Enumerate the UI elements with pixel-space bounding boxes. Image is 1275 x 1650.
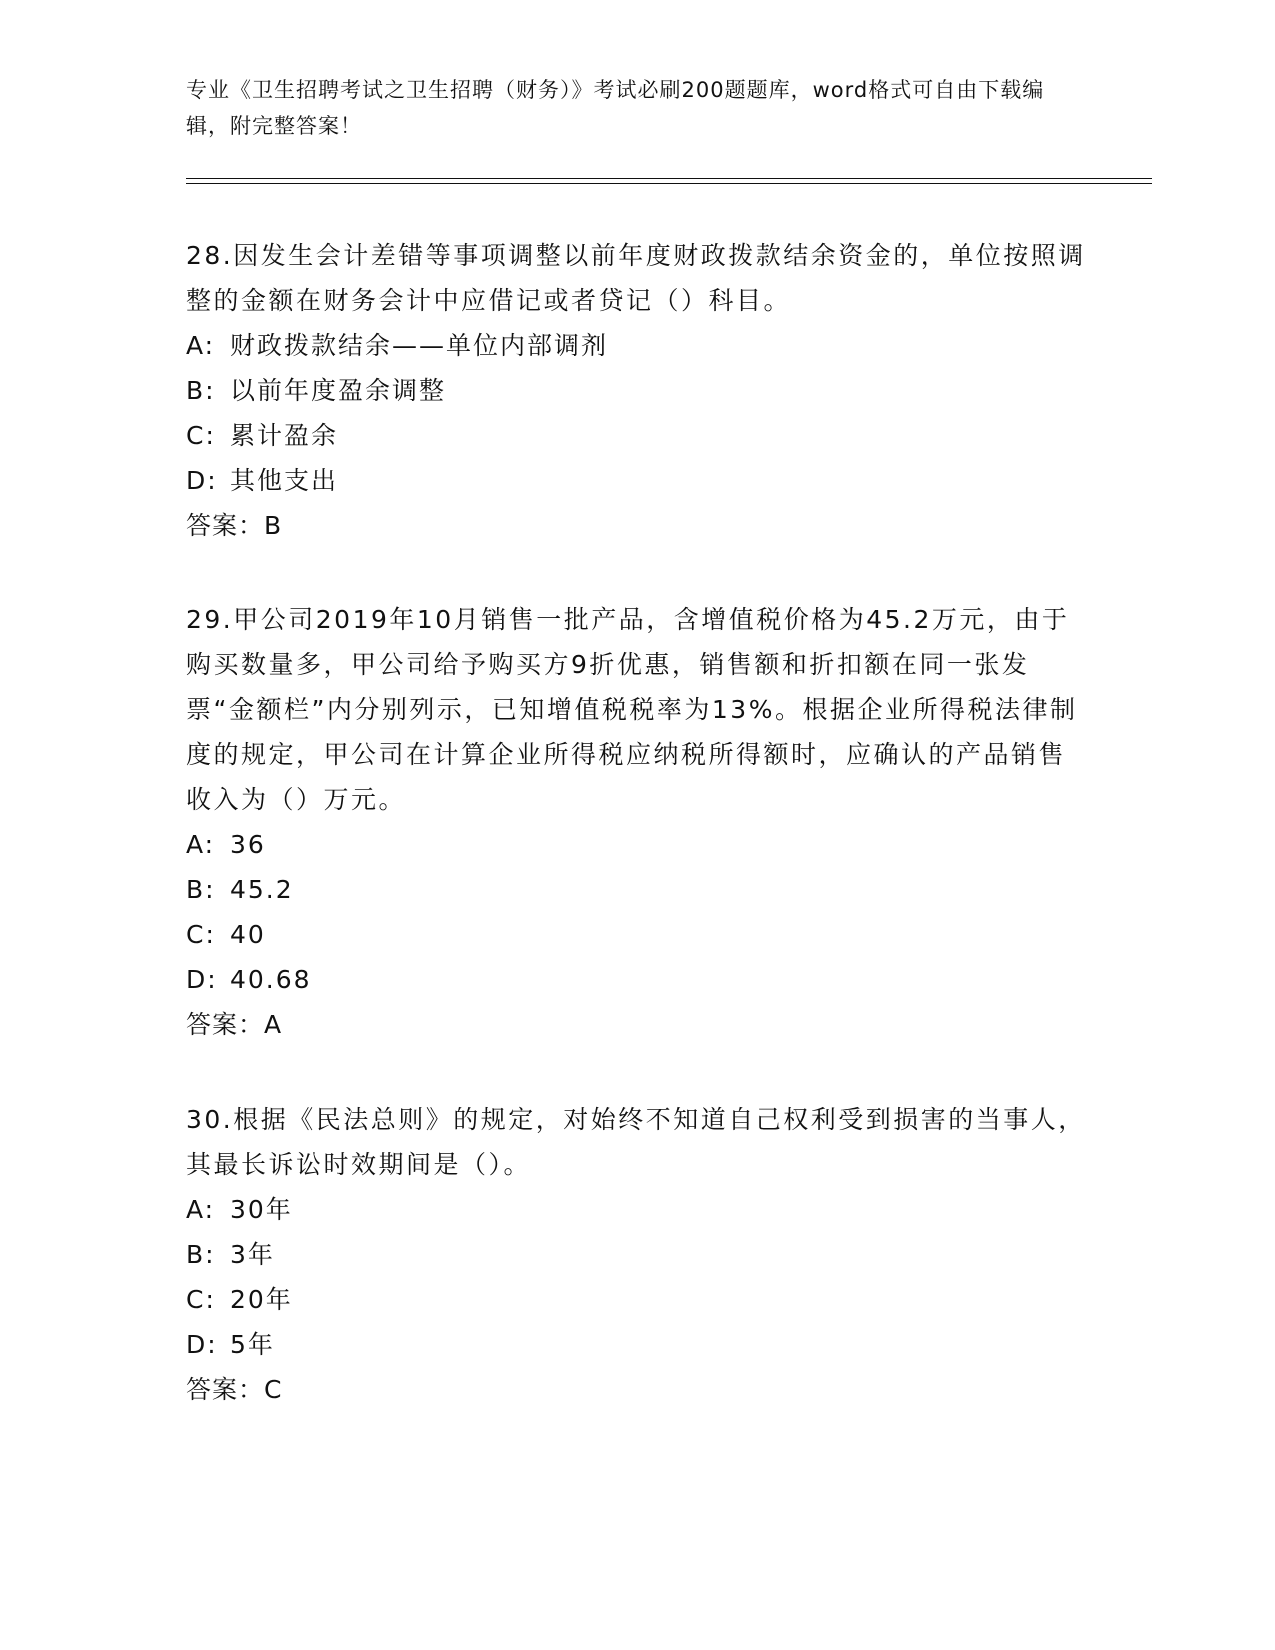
option-c [186, 413, 1086, 458]
option-key: B: [186, 875, 216, 904]
answer-line: 答案：A [186, 1010, 283, 1039]
option-key: B: [186, 1240, 216, 1269]
option-key: A: [186, 1195, 216, 1224]
question-29 [186, 597, 1086, 1047]
option-value: 30年 [230, 1195, 293, 1224]
question-30 [186, 1097, 1086, 1412]
option-key: C: [186, 421, 216, 450]
option-d [186, 957, 1086, 1002]
option-d [186, 1322, 1086, 1367]
document-header: 专业《卫生招聘考试之卫生招聘（财务）》考试必刷200题题库，word格式可自由下载编辑，附完整答案！ [186, 78, 1045, 138]
option-value: 45.2 [230, 875, 294, 904]
option-value: 40.68 [230, 965, 312, 994]
option-c [186, 1277, 1086, 1322]
answer-line: 答案：B [186, 511, 283, 540]
option-value: 3年 [230, 1240, 275, 1269]
header-divider-top [186, 178, 1152, 179]
option-value: 20年 [230, 1285, 293, 1314]
option-b [186, 368, 1086, 413]
option-key: D: [186, 466, 218, 495]
option-b [186, 1232, 1086, 1277]
option-key: C: [186, 920, 216, 949]
option-value: 以前年度盈余调整 [230, 376, 447, 405]
option-value: 40 [230, 920, 266, 949]
question-text: 29.甲公司2019年10月销售一批产品，含增值税价格为45.2万元，由于购买数量多，甲公司给予购买方9折优惠，销售额和折扣额在同一张发票“金额栏”内分别列示，已知增值税税率为13%。根据企业所得税法律制度的规定，甲公司在计算企业所得税应纳税所得额时，应确认的产品销售收入为（）万元。 [186, 605, 1078, 814]
option-a [186, 822, 1086, 867]
question-text: 30.根据《民法总则》的规定，对始终不知道自己权利受到损害的当事人，其最长诉讼时效期间是（）。 [186, 1105, 1086, 1179]
option-a [186, 323, 1086, 368]
option-key: C: [186, 1285, 216, 1314]
header-divider-bottom [186, 183, 1152, 184]
answer-line: 答案：C [186, 1375, 283, 1404]
option-key: A: [186, 331, 216, 360]
option-value: 累计盈余 [230, 421, 339, 450]
option-key: A: [186, 830, 216, 859]
option-value: 其他支出 [230, 466, 339, 495]
question-28 [186, 233, 1086, 548]
option-list [186, 1187, 1086, 1367]
option-b [186, 867, 1086, 912]
option-a [186, 1187, 1086, 1232]
option-value: 5年 [230, 1330, 275, 1359]
option-list [186, 822, 1086, 1002]
option-d [186, 458, 1086, 503]
option-c [186, 912, 1086, 957]
option-key: D: [186, 965, 218, 994]
question-text: 28.因发生会计差错等事项调整以前年度财政拨款结余资金的，单位按照调整的金额在财务会计中应借记或者贷记（）科目。 [186, 241, 1086, 315]
option-value: 36 [230, 830, 266, 859]
option-key: B: [186, 376, 216, 405]
option-list [186, 323, 1086, 503]
option-value: 财政拨款结余——单位内部调剂 [230, 331, 609, 360]
option-key: D: [186, 1330, 218, 1359]
